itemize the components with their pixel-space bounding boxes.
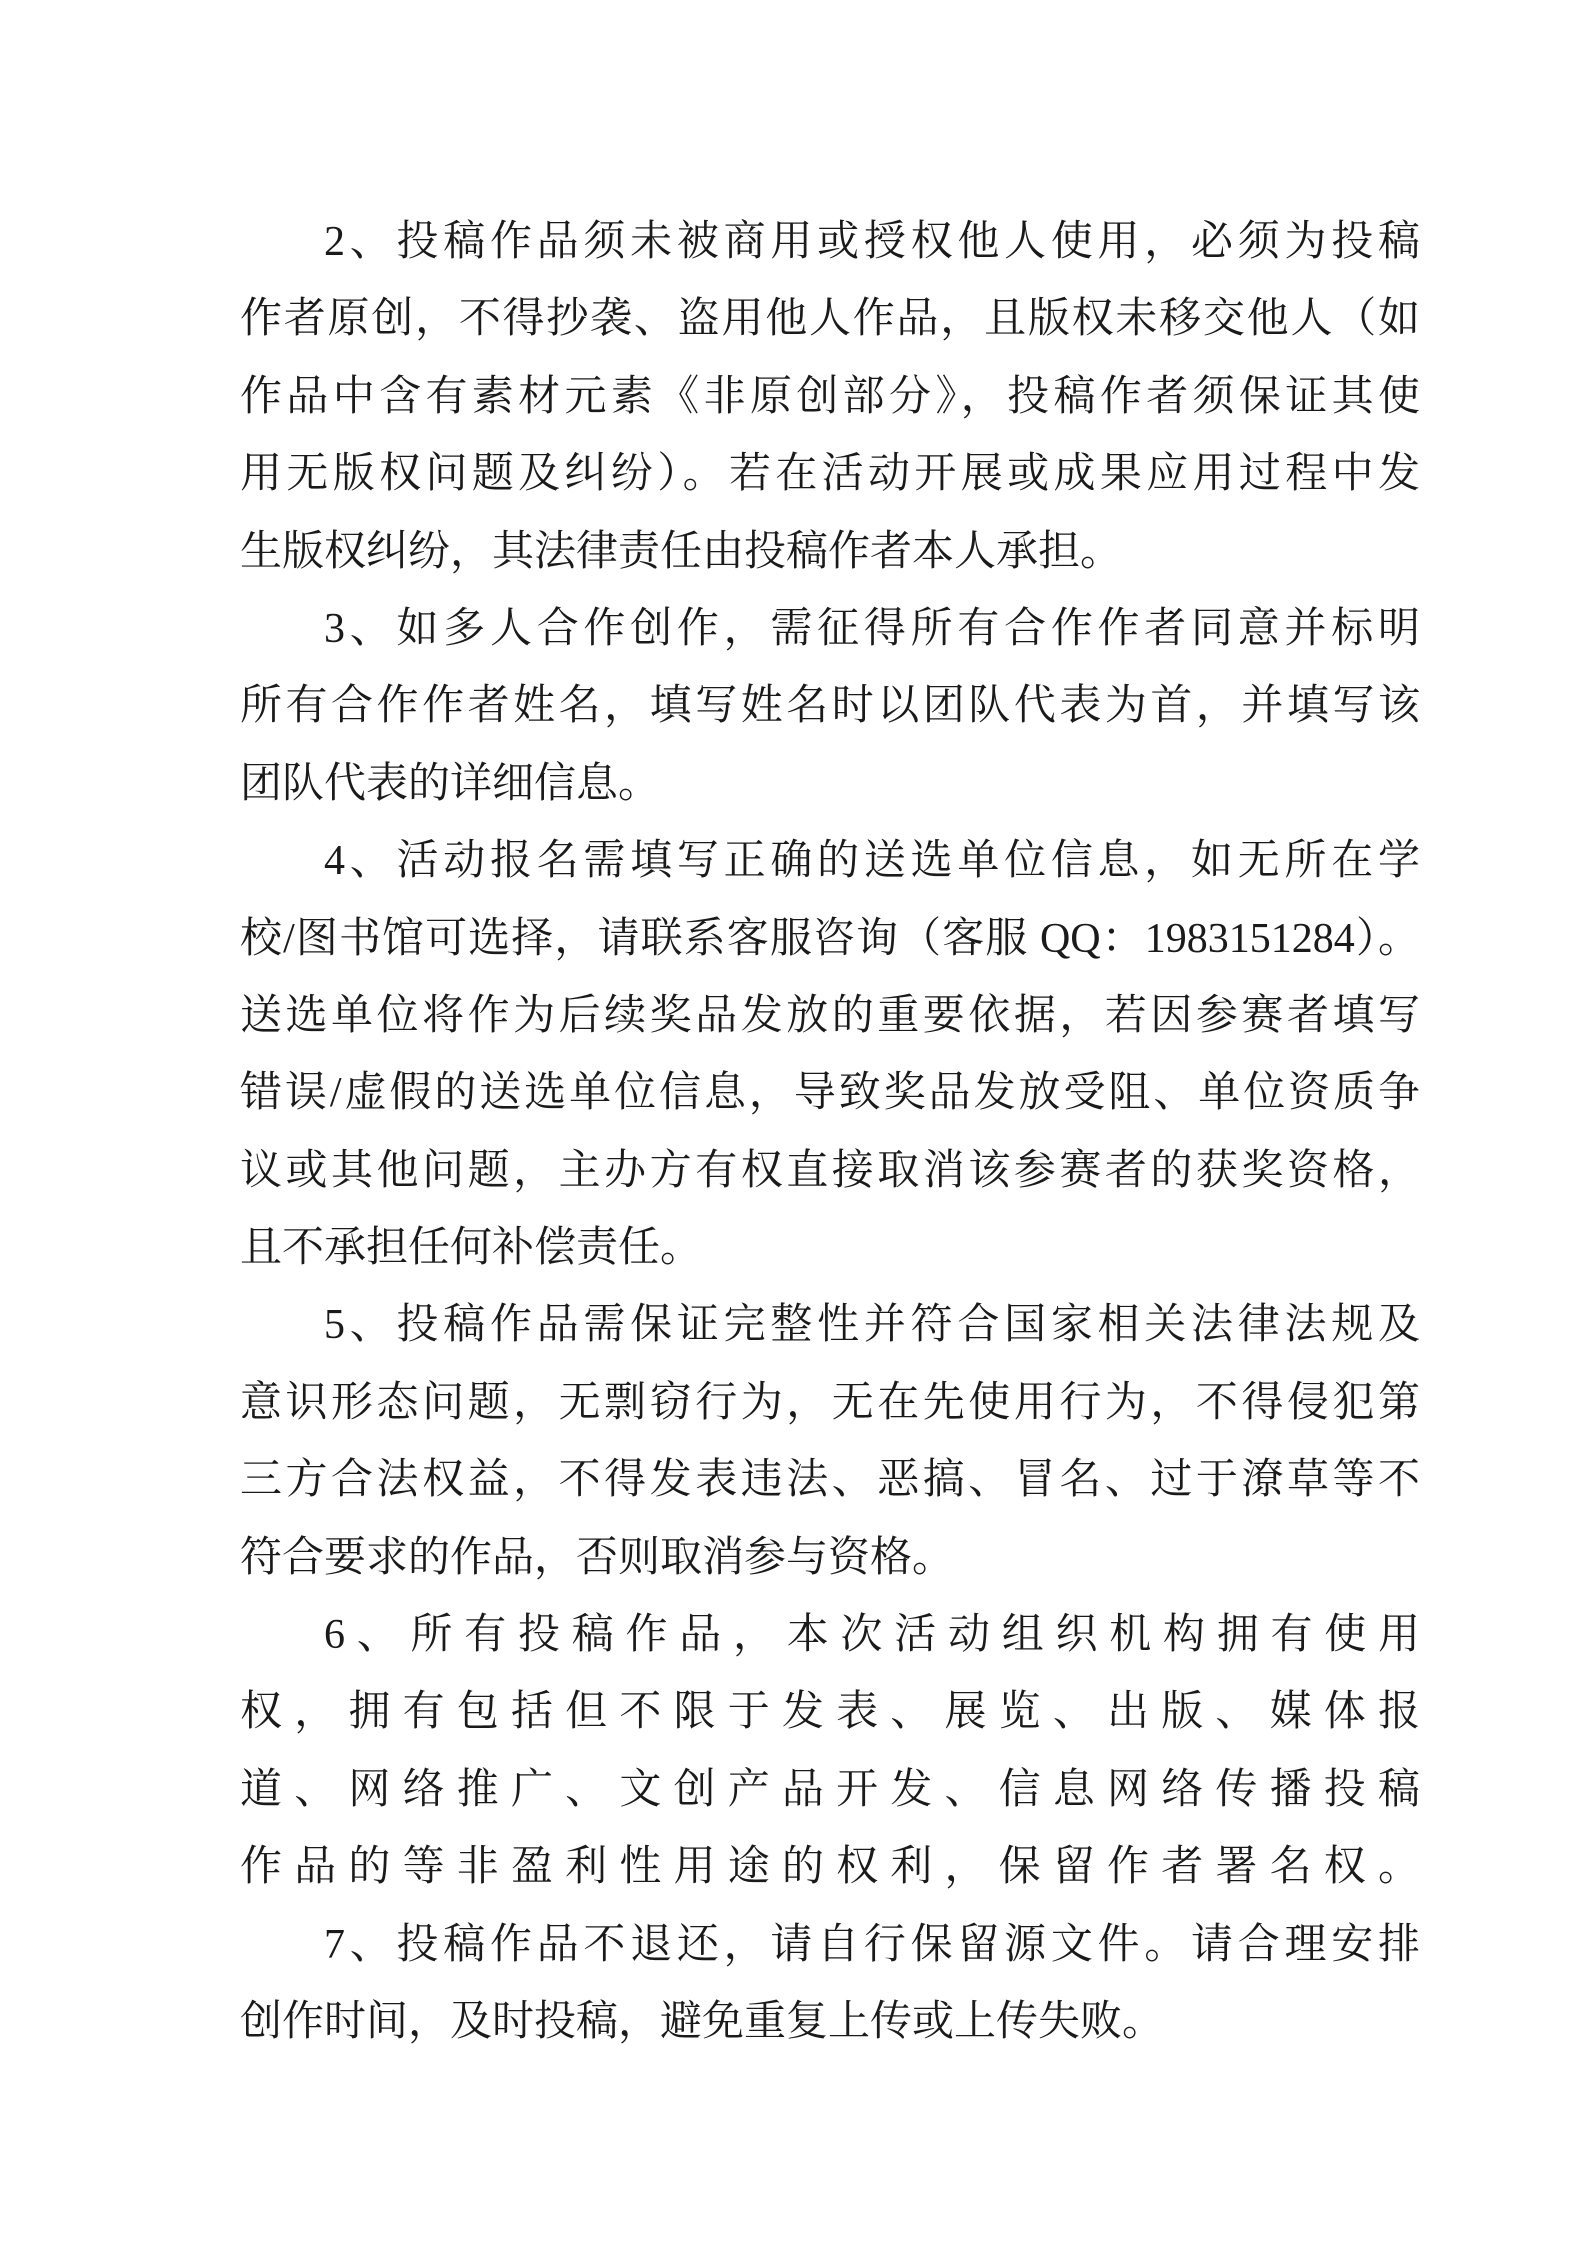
text-line: 用无版权问题及纠纷）。若在活动开展或成果应用过程中发 <box>240 451 1420 498</box>
document-body <box>240 204 1420 2061</box>
text-line: 生版权纠纷，其法律责任由投稿作者本人承担。 <box>240 528 1123 575</box>
text-line: 团队代表的详细信息。 <box>240 760 661 807</box>
text-line: 送选单位将作为后续奖品发放的重要依据，若因参赛者填写 <box>240 992 1420 1039</box>
text-line: 7、投稿作品不退还，请自行保留源文件。请合理安排 <box>324 1921 1420 1968</box>
text-line: 符合要求的作品，否则取消参与资格。 <box>240 1534 955 1581</box>
text-line: 4、活动报名需填写正确的送选单位信息，如无所在学 <box>324 838 1420 885</box>
text-line: 作品的等非盈利性用途的权利，保留作者署名权。 <box>240 1844 1420 1891</box>
text-line: 所有合作作者姓名，填写姓名时以团队代表为首，并填写该 <box>240 683 1420 730</box>
text-line: 错误/虚假的送选单位信息，导致奖品发放受阻、单位资质争 <box>240 1070 1420 1117</box>
text-line: 3、如多人合作创作，需征得所有合作作者同意并标明 <box>324 605 1420 652</box>
text-line: 议或其他问题，主办方有权直接取消该参赛者的获奖资格， <box>240 1147 1420 1194</box>
text-line: 2、投稿作品须未被商用或授权他人使用，必须为投稿 <box>324 219 1420 265</box>
text-line: 权，拥有包括但不限于发表、展览、出版、媒体报 <box>240 1689 1420 1736</box>
text-line: 校/图书馆可选择，请联系客服咨询（客服 QQ：1983151284）。 <box>240 915 1420 962</box>
text-line: 道、网络推广、文创产品开发、信息网络传播投稿 <box>240 1766 1420 1813</box>
text-line: 作品中含有素材元素《非原创部分》，投稿作者须保证其使 <box>240 373 1420 420</box>
text-line: 创作时间，及时投稿，避免重复上传或上传失败。 <box>240 1998 1165 2045</box>
text-line: 6、所有投稿作品，本次活动组织机构拥有使用 <box>324 1612 1420 1659</box>
text-line: 作者原创，不得抄袭、盗用他人作品，且版权未移交他人（如 <box>240 296 1420 343</box>
text-line: 意识形态问题，无剽窃行为，无在先使用行为，不得侵犯第 <box>240 1379 1420 1426</box>
text-line: 三方合法权益，不得发表违法、恶搞、冒名、过于潦草等不 <box>240 1457 1420 1504</box>
text-line: 且不承担任何补偿责任。 <box>240 1225 703 1272</box>
text-line: 5、投稿作品需保证完整性并符合国家相关法律法规及 <box>324 1302 1420 1349</box>
